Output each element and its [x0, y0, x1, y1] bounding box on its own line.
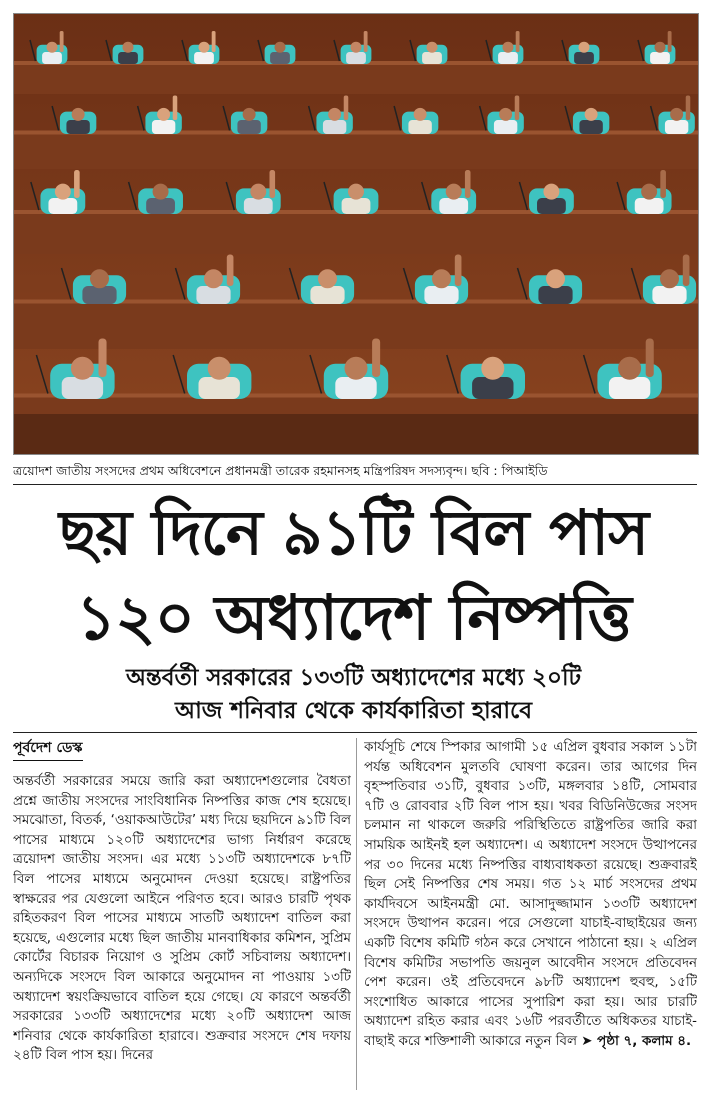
person-head	[427, 42, 438, 53]
person-head	[660, 269, 679, 288]
person-head	[348, 184, 364, 200]
person-head	[243, 108, 256, 121]
raised-hand	[683, 255, 690, 287]
person-torso	[494, 120, 517, 134]
article-column-right	[364, 738, 697, 1090]
desk-row	[14, 131, 698, 170]
person-torso	[346, 52, 366, 64]
person-head	[275, 42, 286, 53]
raised-hand	[515, 96, 520, 121]
person-head	[446, 184, 462, 200]
person-torso	[310, 286, 344, 304]
person-head	[204, 269, 223, 288]
article-top-divider	[13, 732, 697, 733]
person-head	[55, 184, 71, 200]
person-head	[543, 184, 559, 200]
person-torso	[424, 286, 458, 304]
person-head	[153, 184, 169, 200]
person-torso	[237, 120, 260, 134]
person-head	[618, 357, 641, 380]
desk-row	[14, 300, 698, 350]
caption-divider	[13, 484, 697, 485]
person-torso	[194, 52, 214, 64]
person-torso	[498, 52, 518, 64]
person-head	[481, 357, 504, 380]
person-head	[345, 357, 368, 380]
person-torso	[574, 52, 594, 64]
person-torso	[42, 52, 62, 64]
person-torso	[270, 52, 290, 64]
person-head	[546, 269, 565, 288]
article-column-left: অন্তর্বর্তী সরকারের সময়ে জারি করা অধ্যাদেশগুলোর বৈধতা প্রশ্নে জাতীয় সংসদের সাংবিধানিক নিষ্পত্তির কাজ শেষ হয়েছে। সমঝোতা, বিতর্ক, ‘ওয়াকআউটের’ মধ্য দিয়ে ছয়দিনে ৯১টি বিল পাসের মাধ্যমে ১২০টি অধ্যাদেশের ভাগ্য নির্ধারণ করেছে ত্রয়োদশ জাতীয় সংসদ। এর মধ্যে ১১৩টি অধ্যাদেশকে ৮৭টি বিল পাসের মাধ্যমে অনুমোদন দেওয়া হয়েছে। রাষ্ট্রপতির স্বাক্ষরের পর যেগুলো আইনে পরিণত হবে। আরও চারটি পৃথক রহিতকরণ বিল পাসের মাধ্যমে সাতটি অধ্যাদেশ বাতিল করা হয়েছে, এগুলোর মধ্যে ছিল জাতীয় মানবাধিকার কমিশন, সুপ্রিম কোর্টের বিচারক নিয়োগ ও সুপ্রিম কোর্ট সচিবালয় অধ্যাদেশ। অন্যদিকে সংসদে বিল আকারে অনুমোদন না পাওয়ায় ১৩টি অধ্যাদেশ স্বয়ংক্রিয়ভাবে বাতিল হয়ে গেছে। যে কারণে অন্তর্বর্তী সরকারের ১৩৩টি অধ্যাদেশের মধ্যে ২০টি অধ্যাদেশ আজ শনিবার থেকে কার্যকারিতা হারাবে। শুক্রবার সংসদে শেষ দফায় ২৪টি বিল পাস হয়। দিনের	[13, 774, 351, 1064]
continuation-jump-link[interactable]: ➤ পৃষ্ঠা ৭, কলাম ৪.	[581, 1033, 692, 1049]
raised-hand	[686, 96, 691, 121]
person-head	[90, 269, 109, 288]
raised-hand	[646, 339, 654, 378]
person-head	[641, 184, 657, 200]
person-head	[670, 108, 683, 121]
person-torso	[650, 52, 670, 64]
person-torso	[342, 198, 371, 214]
person-torso	[146, 198, 175, 214]
raised-hand	[269, 170, 275, 198]
byline: পূর্বদেশ ডেস্ক	[13, 738, 83, 761]
person-head	[503, 42, 514, 53]
person-torso	[323, 120, 346, 134]
person-head	[655, 42, 666, 53]
person-head	[351, 42, 362, 53]
raised-hand	[364, 31, 368, 52]
raised-hand	[372, 339, 380, 378]
raised-hand	[660, 170, 666, 198]
raised-hand	[227, 255, 234, 287]
person-torso	[635, 198, 664, 214]
front-desk	[14, 414, 698, 454]
photo-caption: ত্রয়োদশ জাতীয় সংসদের প্রথম অধিবেশনে প্রধানমন্ত্রী তারেক রহমানসহ মন্ত্রিপরিষদ সদস্যবৃন্দ। ছবি : পিআইডি	[13, 463, 548, 478]
person-torso	[82, 286, 116, 304]
raised-hand	[60, 31, 64, 52]
person-torso	[538, 286, 572, 304]
person-torso	[118, 52, 138, 64]
person-torso	[62, 377, 103, 399]
person-torso	[652, 286, 686, 304]
person-torso	[196, 286, 230, 304]
person-torso	[609, 377, 650, 399]
headline-line-2: ১২০ অধ্যাদেশ নিষ্পত্তি	[76, 581, 631, 654]
person-torso	[408, 120, 431, 134]
person-torso	[422, 52, 442, 64]
person-head	[318, 269, 337, 288]
raised-hand	[465, 170, 471, 198]
raised-hand	[99, 339, 107, 378]
headline-line-1: ছয় দিনে ৯১টি বিল পাস	[58, 496, 649, 569]
desk-row	[14, 210, 698, 254]
person-torso	[335, 377, 376, 399]
news-photo	[13, 13, 699, 455]
subheadline-line-2: আজ শনিবার থেকে কার্যকারিতা হারাবে	[174, 698, 533, 724]
person-head	[123, 42, 134, 53]
person-head	[250, 184, 266, 200]
person-torso	[199, 377, 240, 399]
person-head	[47, 42, 58, 53]
person-torso	[579, 120, 602, 134]
person-head	[328, 108, 341, 121]
person-head	[579, 42, 590, 53]
person-head	[208, 357, 231, 380]
parliament-photo-illustration	[14, 14, 698, 454]
person-torso	[665, 120, 688, 134]
person-head	[199, 42, 210, 53]
person-torso	[537, 198, 566, 214]
person-torso	[472, 377, 513, 399]
person-torso	[66, 120, 89, 134]
person-head	[71, 357, 94, 380]
person-torso	[48, 198, 77, 214]
person-head	[414, 108, 427, 121]
person-head	[432, 269, 451, 288]
person-head	[157, 108, 170, 121]
person-torso	[244, 198, 273, 214]
article-right-text: কার্যসূচি শেষে স্পিকার আগামী ১৫ এপ্রিল বুধবার সকাল ১১টা পর্যন্ত অধিবেশন মুলতবি ঘোষণা করেন। তার আগের দিন বৃহস্পতিবার ৩১টি, বুধবার ১৩টি, মঙ্গলবার ১৪টি, সোমবার ৭টি ও রোববার ২টি বিল পাস হয়। খবর বিডিনিউজের সংসদ চলমান না থাকলে জরুরি পরিস্থিতিতে রাষ্ট্রপতির জারি করা সাময়িক আইনই হল অধ্যাদেশ। এ অধ্যাদেশ সংসদে উত্থাপনের পর ৩০ দিনের মধ্যে নিষ্পত্তির বাধ্যবাধকতা রয়েছে। শুক্রবারই ছিল সেই নিষ্পত্তির শেষ সময়। গত ১২ মার্চ সংসদের প্রথম কার্যদিবসে আইনমন্ত্রী মো. আসাদুজ্জামান ১৩৩টি অধ্যাদেশ সংসদে উত্থাপন করেন। পরে সেগুলো যাচাই-বাছাইয়ের জন্য একটি বিশেষ কমিটি গঠন করে সেখানে পাঠানো হয়। ২ এপ্রিল বিশেষ কমিটির সভাপতি জয়নুল আবেদীন সংসদে প্রতিবেদন পেশ করেন। ওই প্রতিবেদনে ৯৮টি অধ্যাদেশ হুবহু, ১৫টি সংশোধিত আকারে পাসের সুপারিশ করা হয়। আর চারটি অধ্যাদেশ রহিত করার এবং ১৬টি পরবর্তীতে অধিকতর যাচাই-বাছাই করে শক্তিশালী আকারে নতুন বিল	[364, 740, 697, 1049]
raised-hand	[74, 170, 80, 198]
raised-hand	[173, 96, 178, 121]
raised-hand	[455, 255, 462, 287]
person-head	[499, 108, 512, 121]
person-head	[72, 108, 85, 121]
raised-hand	[668, 31, 672, 52]
subheadline-line-1: অন্তর্বর্তী সরকারের ১৩৩টি অধ্যাদেশের মধ্যে ২০টি	[125, 665, 582, 691]
person-head	[585, 108, 598, 121]
raised-hand	[344, 96, 349, 121]
person-torso	[152, 120, 175, 134]
desk-row	[14, 61, 698, 94]
person-torso	[439, 198, 468, 214]
raised-hand	[516, 31, 520, 52]
column-separator	[356, 738, 357, 1090]
raised-hand	[212, 31, 216, 52]
